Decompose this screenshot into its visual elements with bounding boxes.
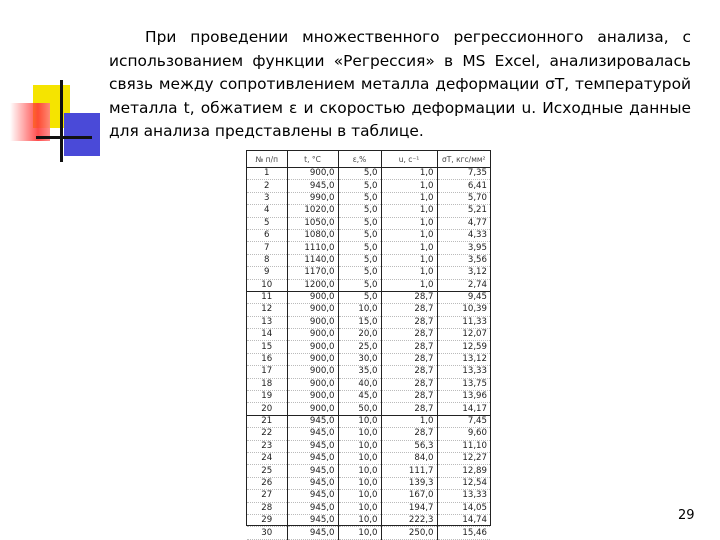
reduction-cell: 10,0 — [338, 490, 381, 502]
row-index: 15 — [247, 341, 287, 353]
temperature-cell: 900,0 — [287, 353, 338, 365]
row-index: 3 — [247, 192, 287, 204]
row-index: 20 — [247, 403, 287, 415]
temperature-cell: 1020,0 — [287, 205, 338, 217]
temperature-cell: 900,0 — [287, 403, 338, 415]
temperature-cell: 900,0 — [287, 366, 338, 378]
row-index: 1 — [247, 168, 287, 180]
table-row — [247, 366, 490, 378]
temperature-cell: 900,0 — [287, 168, 338, 180]
temperature-cell: 945,0 — [287, 180, 338, 192]
temperature-cell: 990,0 — [287, 192, 338, 204]
reduction-cell: 10,0 — [338, 452, 381, 464]
row-index: 9 — [247, 267, 287, 279]
reduction-cell: 5,0 — [338, 242, 381, 254]
reduction-cell: 5,0 — [338, 291, 381, 303]
row-index: 28 — [247, 502, 287, 514]
temperature-cell: 945,0 — [287, 477, 338, 489]
table-row — [247, 391, 490, 403]
reduction-cell: 5,0 — [338, 180, 381, 192]
flow-stress-cell: 13,96 — [437, 391, 490, 403]
strain-rate-cell: 139,3 — [381, 477, 437, 489]
row-index: 5 — [247, 217, 287, 229]
flow-stress-cell: 13,33 — [437, 366, 490, 378]
strain-rate-cell: 1,0 — [381, 415, 437, 427]
strain-rate-cell: 1,0 — [381, 180, 437, 192]
row-index: 16 — [247, 353, 287, 365]
reduction-cell: 25,0 — [338, 341, 381, 353]
reduction-cell: 45,0 — [338, 391, 381, 403]
reduction-cell: 10,0 — [338, 527, 381, 539]
page-number: 29 — [678, 508, 695, 523]
flow-stress-cell: 10,39 — [437, 304, 490, 316]
flow-stress-cell: 7,35 — [437, 168, 490, 180]
strain-rate-cell: 28,7 — [381, 366, 437, 378]
strain-rate-cell: 28,7 — [381, 329, 437, 341]
reduction-cell: 5,0 — [338, 267, 381, 279]
table-row — [247, 205, 490, 217]
strain-rate-cell: 1,0 — [381, 205, 437, 217]
reduction-cell: 10,0 — [338, 477, 381, 489]
strain-rate-cell: 1,0 — [381, 254, 437, 266]
data-table — [247, 151, 490, 540]
reduction-cell: 15,0 — [338, 316, 381, 328]
strain-rate-cell: 28,7 — [381, 291, 437, 303]
temperature-cell: 900,0 — [287, 316, 338, 328]
strain-rate-cell: 84,0 — [381, 452, 437, 464]
table-row — [247, 378, 490, 390]
strain-rate-cell: 28,7 — [381, 304, 437, 316]
temperature-cell: 1110,0 — [287, 242, 338, 254]
strain-rate-cell: 28,7 — [381, 316, 437, 328]
reduction-cell: 10,0 — [338, 304, 381, 316]
row-index: 18 — [247, 378, 287, 390]
strain-rate-cell: 222,3 — [381, 514, 437, 526]
temperature-cell: 900,0 — [287, 378, 338, 390]
row-index: 19 — [247, 391, 287, 403]
table-row — [247, 353, 490, 365]
reduction-cell: 10,0 — [338, 428, 381, 440]
temperature-cell: 945,0 — [287, 428, 338, 440]
data-table-frame — [246, 150, 491, 538]
reduction-cell: 50,0 — [338, 403, 381, 415]
flow-stress-cell: 3,95 — [437, 242, 490, 254]
row-index: 6 — [247, 229, 287, 241]
temperature-cell: 945,0 — [287, 502, 338, 514]
row-index: 17 — [247, 366, 287, 378]
reduction-cell: 10,0 — [338, 440, 381, 452]
temperature-cell: 945,0 — [287, 514, 338, 526]
row-index: 11 — [247, 291, 287, 303]
temperature-cell: 945,0 — [287, 440, 338, 452]
strain-rate-cell: 1,0 — [381, 279, 437, 291]
strain-rate-cell: 1,0 — [381, 217, 437, 229]
table-row — [247, 267, 490, 279]
temperature-cell: 900,0 — [287, 329, 338, 341]
temperature-cell: 1170,0 — [287, 267, 338, 279]
row-index: 21 — [247, 415, 287, 427]
table-row — [247, 168, 490, 180]
flow-stress-cell: 14,05 — [437, 502, 490, 514]
temperature-cell: 900,0 — [287, 391, 338, 403]
reduction-cell: 5,0 — [338, 192, 381, 204]
strain-rate-cell: 194,7 — [381, 502, 437, 514]
reduction-cell: 10,0 — [338, 465, 381, 477]
strain-rate-cell: 28,7 — [381, 341, 437, 353]
strain-rate-cell: 28,7 — [381, 428, 437, 440]
header-flow-stress: σT, кгс/мм² — [437, 151, 490, 168]
reduction-cell: 10,0 — [338, 502, 381, 514]
row-index: 2 — [247, 180, 287, 192]
strain-rate-cell: 1,0 — [381, 229, 437, 241]
strain-rate-cell: 167,0 — [381, 490, 437, 502]
flow-stress-cell: 12,54 — [437, 477, 490, 489]
strain-rate-cell: 1,0 — [381, 192, 437, 204]
strain-rate-cell: 1,0 — [381, 242, 437, 254]
temperature-cell: 945,0 — [287, 465, 338, 477]
row-index: 13 — [247, 316, 287, 328]
flow-stress-cell: 13,12 — [437, 353, 490, 365]
reduction-cell: 5,0 — [338, 229, 381, 241]
table-row — [247, 192, 490, 204]
strain-rate-cell: 28,7 — [381, 403, 437, 415]
table-row — [247, 254, 490, 266]
table-row — [247, 428, 490, 440]
temperature-cell: 1140,0 — [287, 254, 338, 266]
temperature-cell: 1200,0 — [287, 279, 338, 291]
flow-stress-cell: 2,74 — [437, 279, 490, 291]
row-index: 25 — [247, 465, 287, 477]
decor-blue-square — [64, 113, 100, 156]
table-row — [247, 229, 490, 241]
strain-rate-cell: 250,0 — [381, 527, 437, 539]
header-index: № п/п — [247, 151, 287, 168]
temperature-cell: 1080,0 — [287, 229, 338, 241]
flow-stress-cell: 6,41 — [437, 180, 490, 192]
temperature-cell: 945,0 — [287, 490, 338, 502]
flow-stress-cell: 11,33 — [437, 316, 490, 328]
flow-stress-cell: 3,56 — [437, 254, 490, 266]
row-index: 23 — [247, 440, 287, 452]
row-index: 29 — [247, 514, 287, 526]
table-row — [247, 279, 490, 291]
flow-stress-cell: 5,70 — [437, 192, 490, 204]
table-row — [247, 403, 490, 415]
flow-stress-cell: 14,74 — [437, 514, 490, 526]
row-index: 8 — [247, 254, 287, 266]
flow-stress-cell: 9,45 — [437, 291, 490, 303]
row-index: 12 — [247, 304, 287, 316]
header-strain-rate: u, c⁻¹ — [381, 151, 437, 168]
table-row — [247, 452, 490, 464]
reduction-cell: 5,0 — [338, 217, 381, 229]
reduction-cell: 5,0 — [338, 168, 381, 180]
reduction-cell: 5,0 — [338, 279, 381, 291]
flow-stress-cell: 3,12 — [437, 267, 490, 279]
table-row — [247, 490, 490, 502]
table-body — [247, 168, 490, 540]
reduction-cell: 10,0 — [338, 415, 381, 427]
flow-stress-cell: 15,46 — [437, 527, 490, 539]
table-row — [247, 242, 490, 254]
header-reduction: ε,% — [338, 151, 381, 168]
flow-stress-cell: 4,33 — [437, 229, 490, 241]
table-row — [247, 329, 490, 341]
row-index: 27 — [247, 490, 287, 502]
temperature-cell: 900,0 — [287, 341, 338, 353]
decor-horizontal-line — [36, 136, 92, 139]
reduction-cell: 30,0 — [338, 353, 381, 365]
decor-vertical-line — [60, 80, 63, 162]
flow-stress-cell: 14,17 — [437, 403, 490, 415]
intro-paragraph: При проведении множественного регрессионного анализа, с использованием функции «Регрессия» в MS Excel, анализировалась связь между сопротивлением металла деформации σT, температурой металла t, обжатием ε и скоростью деформации u. Исходные данные для анализа представлены в таблице. — [109, 28, 691, 140]
table-row — [247, 217, 490, 229]
flow-stress-cell: 12,89 — [437, 465, 490, 477]
table-row — [247, 465, 490, 477]
header-temperature: t, °С — [287, 151, 338, 168]
temperature-cell: 1050,0 — [287, 217, 338, 229]
flow-stress-cell: 13,33 — [437, 490, 490, 502]
reduction-cell: 5,0 — [338, 254, 381, 266]
table-row — [247, 477, 490, 489]
table-row — [247, 415, 490, 427]
temperature-cell: 945,0 — [287, 452, 338, 464]
row-index: 30 — [247, 527, 287, 539]
reduction-cell: 35,0 — [338, 366, 381, 378]
strain-rate-cell: 111,7 — [381, 465, 437, 477]
flow-stress-cell: 4,77 — [437, 217, 490, 229]
table-row — [247, 291, 490, 303]
table-row — [247, 180, 490, 192]
row-index: 7 — [247, 242, 287, 254]
reduction-cell: 5,0 — [338, 205, 381, 217]
strain-rate-cell: 1,0 — [381, 267, 437, 279]
reduction-cell: 20,0 — [338, 329, 381, 341]
flow-stress-cell: 5,21 — [437, 205, 490, 217]
temperature-cell: 900,0 — [287, 291, 338, 303]
flow-stress-cell: 12,07 — [437, 329, 490, 341]
table-row — [247, 527, 490, 539]
strain-rate-cell: 28,7 — [381, 353, 437, 365]
reduction-cell: 40,0 — [338, 378, 381, 390]
flow-stress-cell: 9,60 — [437, 428, 490, 440]
flow-stress-cell: 12,27 — [437, 452, 490, 464]
table-header-row — [247, 151, 490, 168]
strain-rate-cell: 1,0 — [381, 168, 437, 180]
table-row — [247, 341, 490, 353]
temperature-cell: 900,0 — [287, 304, 338, 316]
flow-stress-cell: 7,45 — [437, 415, 490, 427]
strain-rate-cell: 56,3 — [381, 440, 437, 452]
strain-rate-cell: 28,7 — [381, 391, 437, 403]
reduction-cell: 10,0 — [338, 514, 381, 526]
table-row — [247, 316, 490, 328]
temperature-cell: 945,0 — [287, 415, 338, 427]
temperature-cell: 945,0 — [287, 527, 338, 539]
table-row — [247, 502, 490, 514]
flow-stress-cell: 11,10 — [437, 440, 490, 452]
table-row — [247, 514, 490, 526]
row-index: 24 — [247, 452, 287, 464]
row-index: 10 — [247, 279, 287, 291]
strain-rate-cell: 28,7 — [381, 378, 437, 390]
flow-stress-cell: 13,75 — [437, 378, 490, 390]
row-index: 14 — [247, 329, 287, 341]
row-index: 4 — [247, 205, 287, 217]
row-index: 22 — [247, 428, 287, 440]
row-index: 26 — [247, 477, 287, 489]
flow-stress-cell: 12,59 — [437, 341, 490, 353]
table-row — [247, 304, 490, 316]
table-row — [247, 440, 490, 452]
